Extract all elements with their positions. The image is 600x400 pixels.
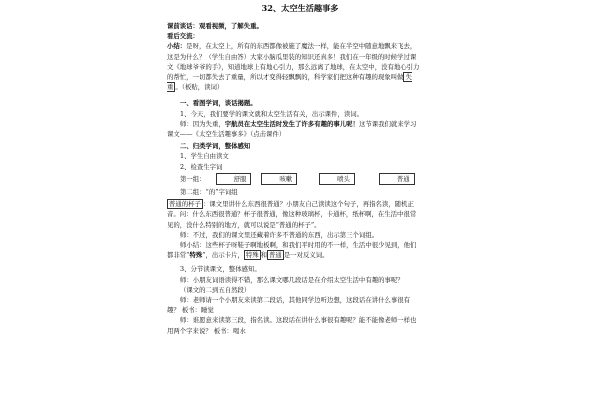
- cup-text: ：课文里讲什么东西很普通？小朋友自己读读这个句子，再指名读，随机正音。问：什么东西很普通？杯子很普通，像这种玻璃杯，卡通杯，纸杯啊，在生活中很常见的，没什么特别的地方，就可以说是“普通的杯子”。: [167, 200, 417, 229]
- term-teshu: 特殊: [189, 251, 203, 260]
- intro-line: [167, 21, 420, 31]
- lesson-title: 32、太空生活趣事多: [261, 3, 339, 13]
- board-drink: 板书：喝水: [213, 326, 246, 335]
- answer-paragraphs: （课文的二到五自然段）: [180, 285, 251, 294]
- card-putong: 普通: [269, 251, 282, 260]
- teacher-question-3: [167, 315, 420, 335]
- group-1-label: 第一组：: [180, 174, 206, 183]
- summary-label: 小结：: [167, 42, 187, 51]
- summary-text: 是呀，在太空上，所有的东西都像被施了魔法一样，能在半空中随意地飘来飞去，这是为什么？（学生自由答）大家小脑瓜里装的知识还真多！我们在一年级的时候学过课文《地球爷爷的手》，知道地球上有地心引力，那么远离了地球，在太空中，没有地心引力的帮忙，一切都失去了重量，所以才变得轻飘飘的，科学家们把这种有趣的现象叫做: [167, 42, 420, 82]
- teacher-suffix: 这节课我们就来学习课文——《太空生活趣事多》（点击课件）: [167, 119, 417, 139]
- term-shizhong: 失重: [167, 73, 412, 92]
- section-2-item-3: 3、分节读课文，整体感知。: [180, 265, 261, 274]
- section-1-teacher: [167, 119, 420, 139]
- teacher-2-b: ”，出示卡片，: [202, 251, 244, 260]
- cup-paragraph: [167, 199, 420, 230]
- word-group-2: 第二组：“的”字词组: [180, 188, 238, 197]
- teacher-line-2: [167, 240, 420, 260]
- teacher-2-c: 是一对反义词。: [283, 251, 329, 260]
- intro-text: 观看视频，了解失重。: [198, 22, 263, 30]
- conjunction: 和: [260, 251, 268, 260]
- question-3-text: 师：谁愿意来读第三段，指名读。这段话在讲什么事很有趣呢？能不能像老师一样也用两个字来说？: [167, 316, 417, 335]
- teacher-prefix: 师：因为失重，: [180, 119, 225, 128]
- exchange-heading: 看后交流：: [167, 32, 199, 41]
- word-card: 咳嗽: [261, 173, 297, 185]
- highlight-sentence: 宇航员在太空生活时发生了许多有趣的事儿呢！: [224, 119, 359, 128]
- card-teshu: 特殊: [245, 251, 259, 260]
- term-cup: 普通的杯子: [169, 200, 201, 209]
- section-2-item-2: 2、检查生字词: [180, 162, 223, 171]
- word-card: 喷头: [319, 173, 355, 185]
- teacher-2-a: 师小结：这些杯子呀鞋子啊地板啊，和我们平时用的不一样，生活中很少见到，他们都非常“: [167, 241, 417, 260]
- word-card: 普通: [379, 173, 415, 185]
- section-2-item-1: 1、学生自由读文: [180, 152, 229, 161]
- lesson-body: [167, 21, 420, 336]
- question-2-text: 师：老师请一个小朋友来读第二段话，其他同学边听边想，这段话在讲什么事很有趣？: [167, 296, 411, 315]
- teacher-line-1: 师：不过，我们的课文里还藏着许多不普通的东西，出示第三个词组。: [180, 230, 379, 239]
- teacher-question-2: [167, 295, 420, 315]
- word-card: 舒服: [216, 173, 252, 185]
- board-sleep: 板书：睡觉: [181, 306, 214, 315]
- summary-tail: 。（板贴，读词）: [175, 83, 224, 92]
- word-group-1: [167, 173, 420, 185]
- section-2-title: 二、归类学词，整体感知: [180, 142, 251, 151]
- teacher-question-1: 师：小朋友词语读得不错，那么课文哪几段话是在介绍太空生活中有趣的事呢？: [180, 275, 404, 284]
- intro-label: 课前谈话：: [167, 22, 199, 30]
- summary-paragraph: [167, 41, 420, 92]
- section-1-title: 一、看图学词，谈话揭题。: [180, 99, 257, 108]
- section-1-item-1: 1、今天，我们要学的课文就和太空生活有关，出示课件，读词。: [180, 109, 364, 118]
